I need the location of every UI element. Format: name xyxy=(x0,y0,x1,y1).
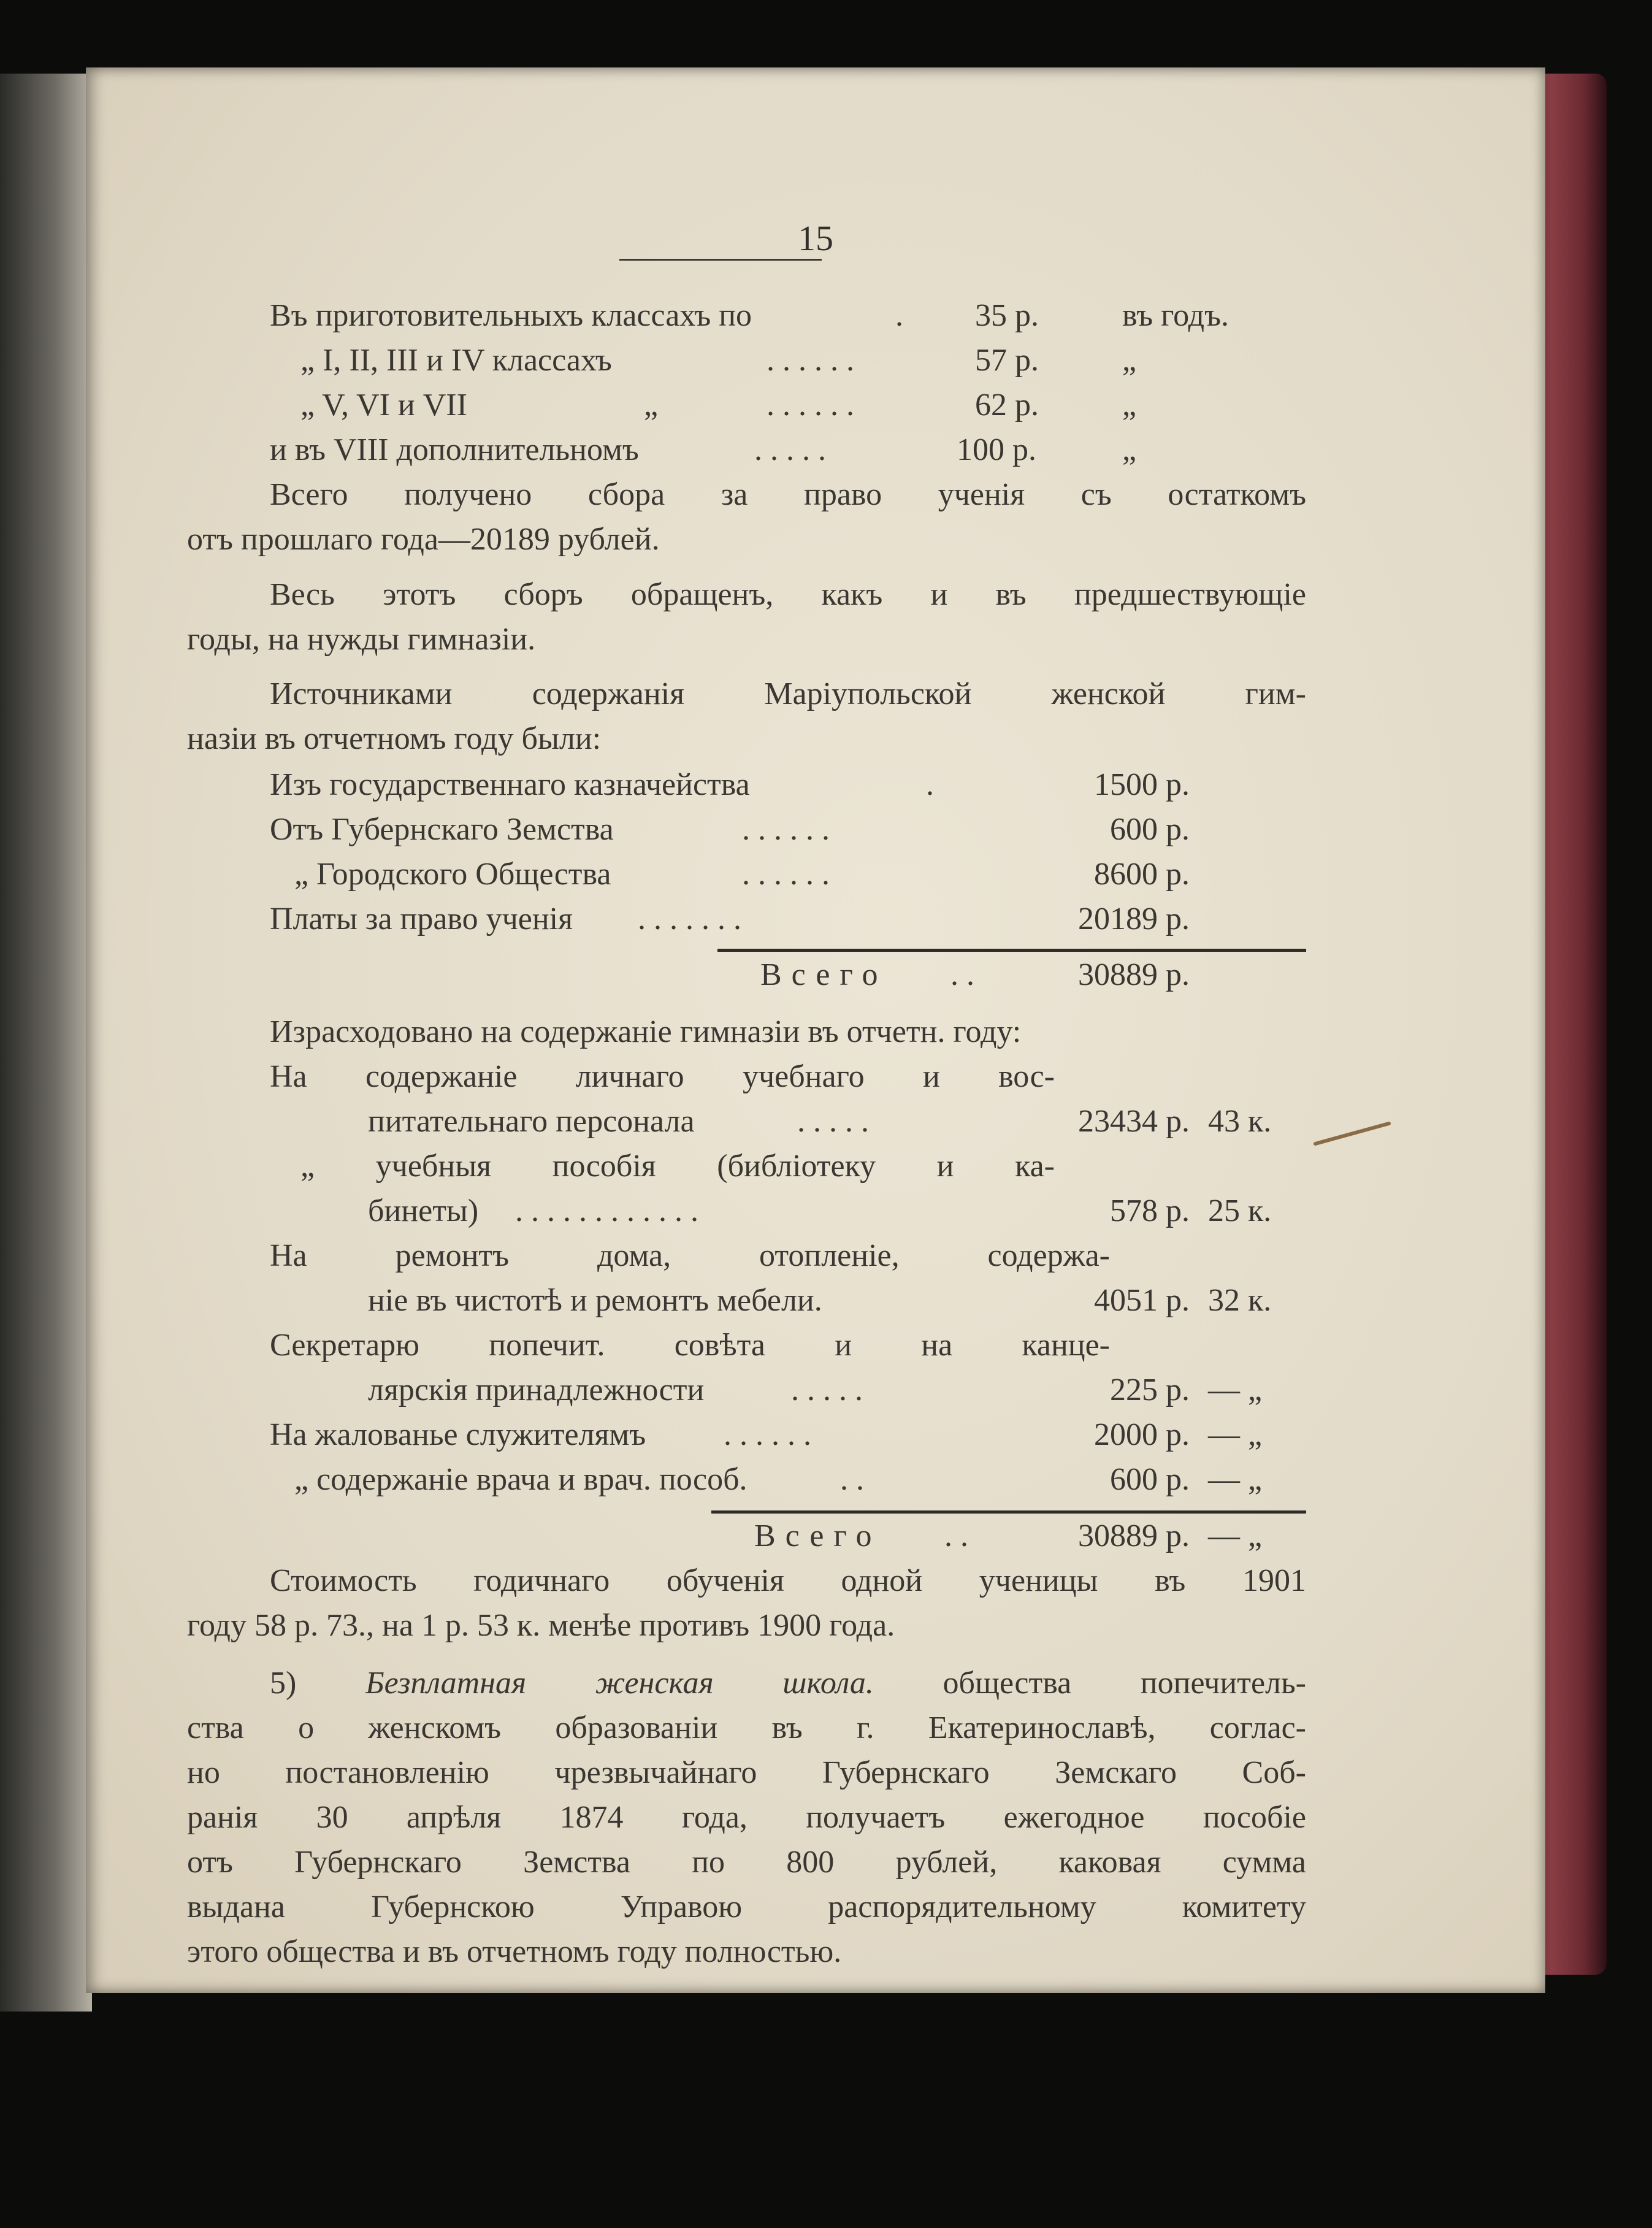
fee-suffix: „ xyxy=(1122,432,1137,467)
fee-label: Въ приготовительныхъ классахъ по xyxy=(270,298,752,333)
expense-kopecks: 32 к. xyxy=(1208,1283,1272,1318)
fee-dots: . . . . . xyxy=(754,432,826,467)
total-amount: 30889 р. xyxy=(1078,1518,1190,1553)
paragraph-line: ства о женскомъ образованіи въ г. Екатеринославѣ, соглас- xyxy=(187,1710,1306,1745)
fee-dots: . . . . . . xyxy=(767,343,854,378)
paragraph-line: годы, на нужды гимназіи. xyxy=(187,622,536,657)
page-number-rule xyxy=(619,259,822,261)
fee-amount: 100 р. xyxy=(957,432,1036,467)
expense-rubles: 578 р. xyxy=(1110,1193,1190,1228)
expense-dots: . . . . . xyxy=(797,1104,869,1139)
source-amount: 8600 р. xyxy=(1094,857,1190,892)
expense-line: бинеты) xyxy=(368,1193,479,1228)
book-page xyxy=(86,67,1545,1993)
fee-dots: . xyxy=(895,298,903,333)
source-dots: . . . . . . xyxy=(742,812,830,847)
fee-suffix: „ xyxy=(1122,343,1137,378)
sum-rule xyxy=(717,949,1306,952)
expense-line: питательнаго персонала xyxy=(368,1104,695,1139)
total-label: Всего xyxy=(760,957,888,992)
total-label: Всего xyxy=(754,1518,882,1553)
total-dots: . . xyxy=(950,957,974,992)
expense-rubles: 600 р. xyxy=(1110,1462,1190,1497)
fee-amount: 57 р. xyxy=(975,343,1039,378)
expense-kopecks: — „ xyxy=(1208,1417,1263,1452)
expense-line: На жалованье служителямъ xyxy=(270,1417,646,1452)
fee-mid: „ xyxy=(644,388,659,423)
expense-line: „ учебныя пособія (библіотеку и ка- xyxy=(300,1149,1055,1184)
expense-kopecks: — „ xyxy=(1208,1462,1263,1497)
page-number: 15 xyxy=(798,218,833,258)
total-amount: 30889 р. xyxy=(1078,957,1190,992)
source-label: Отъ Губернскаго Земства xyxy=(270,812,614,847)
expense-dots: . . . . . . . . . . . . xyxy=(515,1193,698,1228)
expense-line: ніе въ чистотѣ и ремонтъ мебели. xyxy=(368,1283,822,1318)
fee-suffix: „ xyxy=(1122,388,1137,423)
fee-suffix: въ годъ. xyxy=(1122,298,1229,333)
fee-amount: 62 р. xyxy=(975,388,1039,423)
sum-rule xyxy=(711,1510,1306,1514)
paragraph-line: году 58 р. 73., на 1 р. 53 к. менѣе противъ 1900 года. xyxy=(187,1608,895,1643)
total-dots: . . xyxy=(944,1518,968,1553)
expense-rubles: 2000 р. xyxy=(1094,1417,1190,1452)
expense-kopecks: — „ xyxy=(1208,1372,1263,1407)
source-label: Изъ государственнаго казначейства xyxy=(270,767,750,802)
source-amount: 1500 р. xyxy=(1094,767,1190,802)
paragraph-line: Источниками содержанія Маріупольской женской гим- xyxy=(270,676,1306,711)
section-number: 5) xyxy=(270,1666,297,1701)
fee-label: и въ VIII дополнительномъ xyxy=(270,432,639,467)
fee-label: „ V, VI и VII xyxy=(300,388,467,423)
expense-dots: . . . . . xyxy=(791,1372,863,1407)
paragraph-line: Стоимость годичнаго обученія одной ученицы въ 1901 xyxy=(270,1563,1306,1598)
section-heading: Израсходовано на содержаніе гимназіи въ отчетн. году: xyxy=(270,1014,1022,1049)
paragraph-line: выдана Губернскою Управою распорядительному комитету xyxy=(187,1889,1306,1924)
expense-line: лярскія принадлежности xyxy=(368,1372,705,1407)
source-label: Платы за право ученія xyxy=(270,902,573,936)
source-dots: . . . . . . . xyxy=(638,902,741,936)
fee-amount: 35 р. xyxy=(975,298,1039,333)
source-dots: . xyxy=(926,767,934,802)
source-dots: . . . . . . xyxy=(742,857,830,892)
expense-rubles: 225 р. xyxy=(1110,1372,1190,1407)
paragraph-line: этого общества и въ отчетномъ году полностью. xyxy=(187,1934,842,1969)
expense-kopecks: 43 к. xyxy=(1208,1104,1272,1139)
expense-line: Секретарю попечит. совѣта и на канце- xyxy=(270,1328,1110,1363)
paragraph-line: но постановленію чрезвычайнаго Губернскаго Земскаго Соб- xyxy=(187,1755,1306,1790)
source-amount: 600 р. xyxy=(1110,812,1190,847)
expense-dots: . . . . . . xyxy=(724,1417,811,1452)
fee-label: „ I, II, III и IV классахъ xyxy=(300,343,612,378)
paragraph-line: Весь этотъ сборъ обращенъ, какъ и въ предшествующіе xyxy=(270,577,1306,612)
expense-kopecks: 25 к. xyxy=(1208,1193,1272,1228)
expense-dots: . . xyxy=(840,1462,864,1497)
expense-line: На ремонтъ дома, отопленіе, содержа- xyxy=(270,1238,1110,1273)
paragraph-line: Всего получено сбора за право ученія съ остаткомъ xyxy=(270,477,1306,512)
expense-line: „ содержаніе врача и врач. пособ. xyxy=(294,1462,748,1497)
paragraph-line xyxy=(270,1665,1306,1701)
expense-rubles: 23434 р. xyxy=(1078,1104,1190,1139)
source-label: „ Городского Общества xyxy=(294,857,611,892)
book-spine-left xyxy=(0,74,92,2012)
pencil-mark xyxy=(1312,1116,1398,1153)
fee-dots: . . . . . . xyxy=(767,388,854,423)
paragraph-text: общества попечитель- xyxy=(943,1666,1307,1701)
paragraph-line: отъ Губернскаго Земства по 800 рублей, каковая сумма xyxy=(187,1845,1306,1880)
section-title: Безплатная женская школа. xyxy=(365,1666,874,1701)
expense-rubles: 4051 р. xyxy=(1094,1283,1190,1318)
total-kopecks: — „ xyxy=(1208,1518,1263,1553)
paragraph-line: ранія 30 апрѣля 1874 года, получаетъ ежегодное пособіе xyxy=(187,1800,1306,1835)
expense-line: На содержаніе личнаго учебнаго и вос- xyxy=(270,1059,1055,1094)
paragraph-line: назіи въ отчетномъ году были: xyxy=(187,721,602,756)
source-amount: 20189 р. xyxy=(1078,902,1190,936)
paragraph-line: отъ прошлаго года—20189 рублей. xyxy=(187,522,660,557)
